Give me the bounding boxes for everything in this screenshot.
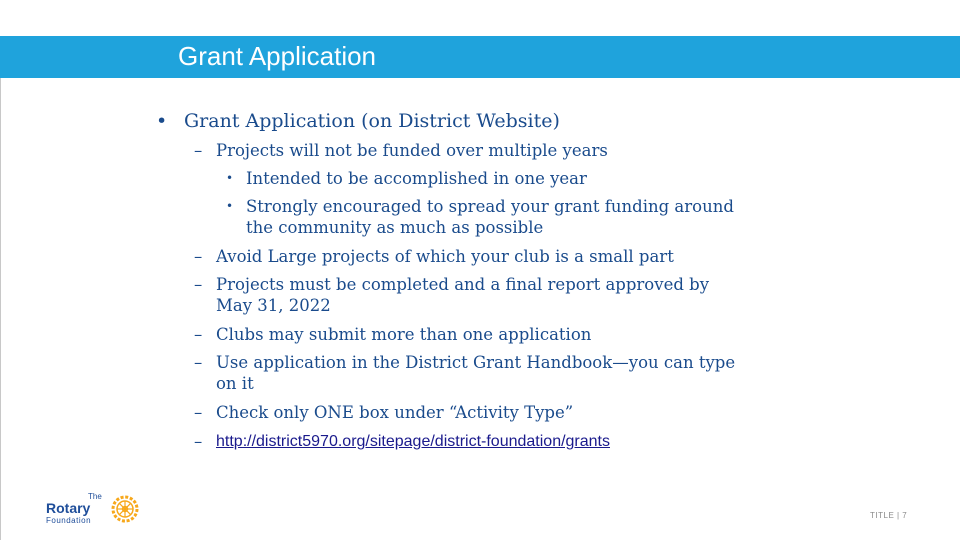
text-line: the community as much as possible — [246, 218, 544, 237]
sub-list-item-text: Intended to be accomplished in one year — [246, 169, 587, 188]
sub-bullet-icon: • — [226, 199, 234, 213]
main-bullet-text: Grant Application (on District Website) — [184, 110, 560, 132]
logo-rotary-text: Rotary — [46, 500, 91, 516]
text-line: May 31, 2022 — [216, 296, 331, 315]
list-item-text: Clubs may submit more than one application — [216, 325, 592, 344]
dash-icon: – — [194, 432, 203, 451]
list-item-text: Avoid Large projects of which your club is a small part — [216, 247, 674, 266]
slide-title: Grant Application — [178, 41, 377, 71]
text-line: Use application in the District Grant Handbook—you can type — [216, 353, 736, 372]
sub-bullet-icon: • — [226, 171, 234, 185]
dash-icon: – — [194, 141, 203, 160]
dash-icon: – — [194, 353, 203, 372]
dash-icon: – — [194, 403, 203, 422]
title-bar — [0, 36, 960, 78]
dash-icon: – — [194, 247, 203, 266]
logo-foundation-text: Foundation — [46, 516, 92, 525]
list-item-text: Projects will not be funded over multiple years — [216, 141, 608, 160]
list-item-text — [216, 274, 796, 316]
sub-list-item-text — [246, 196, 796, 238]
dash-icon: – — [194, 325, 203, 344]
list-item-text: Check only ONE box under “Activity Type” — [216, 403, 574, 422]
text-line: Strongly encouraged to spread your grant funding around — [246, 197, 734, 216]
text-line: on it — [216, 374, 254, 393]
dash-icon: – — [194, 275, 203, 294]
list-item-text — [216, 352, 796, 394]
grants-link[interactable]: http://district5970.org/sitepage/district-foundation/grants — [216, 433, 610, 450]
logo-the-text: The — [88, 492, 102, 501]
rotary-wheel-icon — [110, 494, 140, 524]
bullet-dot-icon: • — [156, 110, 168, 132]
rotary-foundation-logo — [46, 494, 146, 526]
slide-footer: TITLE | 7 — [870, 511, 908, 520]
text-line: Projects must be completed and a final report approved by — [216, 275, 710, 294]
left-divider — [0, 78, 1, 540]
